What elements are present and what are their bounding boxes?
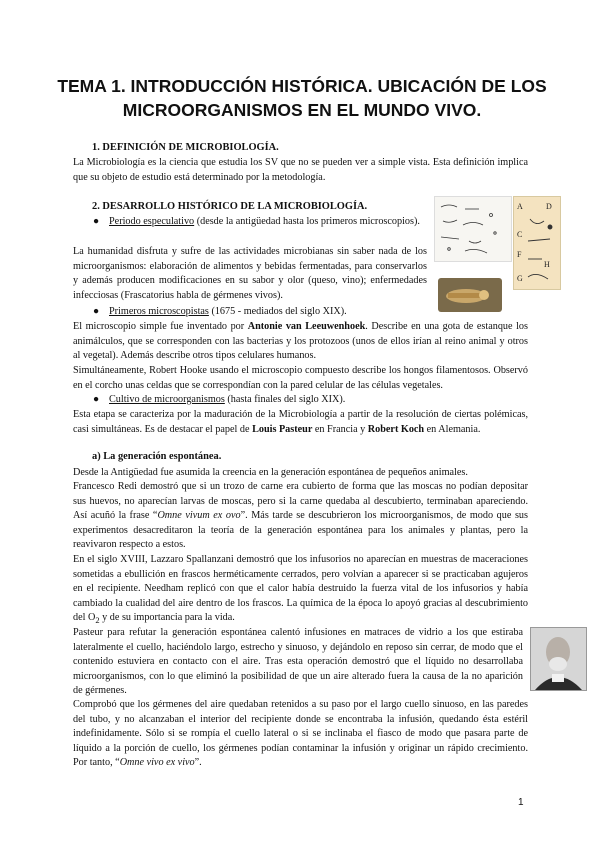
- bullet-title: Periodo especulativo: [109, 216, 195, 227]
- text: Comprobó que los gérmenes del aire quedaban retenidos a su paso por el largo cuello sinuoso, en las paredes del tubo, y no alcanzaban el interior del recipiente donde se encontraba la infusión, quedando ésta estéril indefinidamente. Sólo si se rompía el cuello lateral o si se inclinaba el fiasco de modo que pasara parte de líquido a la porción de cuello, los gérmenes podían contaminar la infusión y originar un rápido crecimiento. Por tanto, “: [73, 699, 528, 769]
- quote-redi: Omne vivum ex ovo: [157, 510, 241, 522]
- text: ”.: [194, 757, 202, 769]
- bullet-rest: (hasta finales del siglo XIX).: [224, 394, 346, 405]
- microbe-plate-icon: [514, 197, 560, 289]
- text: Esta etapa se caracteriza por la maduración de la Microbiología a partir de la resolución de ciertas polémicas, casi simultáneas. Es de destacar el papel de: [73, 409, 528, 435]
- bullet-title: Primeros microscopistas: [109, 306, 209, 317]
- section-2-heading: 2. DESARROLLO HISTÓRICO DE LA MICROBIOLOGÍA.: [92, 201, 368, 212]
- section-1-text: La Microbiología es la ciencia que estudia los SV que no se pueden ver a simple vista. Esta definición implica que su objeto de estudio está determinado por la metodología.: [73, 157, 528, 183]
- text: El microscopio simple fue inventado por: [73, 321, 248, 332]
- bullet-cultivo: ● Cultivo de microorganismos (hasta finales del siglo XIX).: [93, 394, 346, 405]
- leeuwenhoek-drawing-image: [434, 196, 512, 262]
- name-leeuwenhoek: Antonie van Leeuwenhoek: [247, 321, 366, 332]
- text: ”. Más tarde se descubrieron los microorganismos, de modo que sus experimentos desacreditaron la teoría de la generación espontánea para los animales y plantas, pero la reavivaron respecto a estos.: [73, 510, 528, 551]
- text: y de su importancia para la vida.: [99, 612, 235, 624]
- paragraph-antiguedad: Desde la Antigüedad fue asumida la creencia en la generación espontánea de pequeños animales.: [73, 467, 468, 478]
- microscope-image: [438, 278, 502, 312]
- bullet-periodo-especulativo: ● Periodo especulativo (desde la antigüedad hasta los primeros microscopios).: [93, 216, 420, 227]
- subsection-a-label: a) La generación espontánea.: [92, 451, 222, 462]
- text: . Describe en una gota de estanque los animálculos, que se corresponden con las bacterias y los protozoos (unos de ellos irían al reino animal y otros al vegetal). Además describe otros tipos celulares humanos.: [73, 321, 528, 362]
- portrait-icon: [531, 628, 586, 690]
- microbe-plate-image: [513, 196, 561, 290]
- paragraph-spallanzani: [73, 553, 528, 628]
- name-koch: Robert Koch: [367, 423, 425, 435]
- bullet-rest: (1675 - mediados del siglo XIX).: [208, 306, 347, 317]
- quote-pasteur: Omne vivo ex vivo: [119, 757, 195, 769]
- bullet-primeros-microscopistas: ● Primeros microscopistas (1675 - mediados del siglo XIX).: [93, 306, 347, 317]
- text: en Alemania.: [424, 423, 481, 435]
- paragraph-leeuwenhoek: [73, 320, 528, 364]
- svg-text:H: H: [544, 260, 550, 269]
- paragraph-redi: [73, 480, 528, 553]
- paragraph-pasteur-conclusion: [73, 698, 528, 771]
- page-number: 1: [518, 797, 524, 808]
- svg-text:C: C: [517, 230, 523, 239]
- text: En el siglo XVIII, Lazzaro Spallanzani demostró que los infusorios no aparecían en muestras de maceraciones sometidas a ebullición en frascos herméticamente cerrados, pero volvían a aparecer si se practicaban agujeros en el recipiente. Needham replicó con que el calor había destruido la fuerza vital de los infusorios y había cambiado la cualidad del aire dentro de los frascos. La química de la época lo apoyó gracias al descubrimiento del O: [73, 554, 528, 624]
- bullet-rest: (desde la antigüedad hasta los primeros microscopios).: [194, 216, 420, 227]
- subsection-a-heading: [92, 451, 221, 462]
- svg-text:D: D: [546, 202, 552, 211]
- paragraph-cultivo: [73, 408, 528, 437]
- svg-text:A: A: [517, 202, 523, 211]
- bacteria-sketch-icon: [435, 197, 511, 261]
- paragraph-hooke: Simultáneamente, Robert Hooke usando el microscopio compuesto describe los hongos filamentosos. Observó en el corcho unas celdas que se correspondían con la pared celular de las células vegetales.: [73, 365, 528, 391]
- name-pasteur: Louis Pasteur: [252, 423, 313, 435]
- bullet-title: Cultivo de microorganismos: [109, 394, 225, 405]
- pasteur-portrait-image: [530, 627, 587, 691]
- svg-text:F: F: [517, 250, 522, 259]
- page-title: TEMA 1. INTRODUCCIÓN HISTÓRICA. UBICACIÓN DE LOS MICROORGANISMOS EN EL MUNDO VIVO.: [57, 76, 547, 120]
- paragraph-pasteur-experiment: Pasteur para refutar la generación espontánea calentó infusiones en matraces de vidrio a los que estiraba lateralmente el cuello, haciéndolo largo, estrecho y sinuoso, y dejándolo en reposo sin cerrar, de modo que el contenido estuviera en contacto con el aire. Tras esta operación demostró que el líquido no desarrollaba microorganismos, con lo que eliminó la posibilidad de que un aire alterado fuera la causa de la no aparición de gérmenes.: [73, 627, 523, 697]
- section-1-heading: 1. DEFINICIÓN DE MICROBIOLOGÍA.: [92, 142, 279, 153]
- text: en Francia y: [312, 423, 368, 435]
- paragraph-periodo: La humanidad disfruta y sufre de las actividades microbianas sin saber nada de los microorganismos: elaboración de alimentos y bebidas fermentadas, para conservarlos y además producen modificaciones en su sabor y olor (queso, vino); enfermedades infecciosas (Frascatorius habla de gérmenes vivos).: [73, 246, 427, 301]
- microscope-icon: [438, 278, 502, 312]
- text: Francesco Redi demostró que si un trozo de carne era cubierto de forma que las moscas no podían depositar sus huevos, no aparecían larvas de moscas, pero si la carne quedaba al descubierto, terminaban apareciendo. Así acuñó la frase “: [73, 481, 528, 522]
- svg-text:G: G: [517, 274, 523, 283]
- subscript: 2: [95, 615, 100, 626]
